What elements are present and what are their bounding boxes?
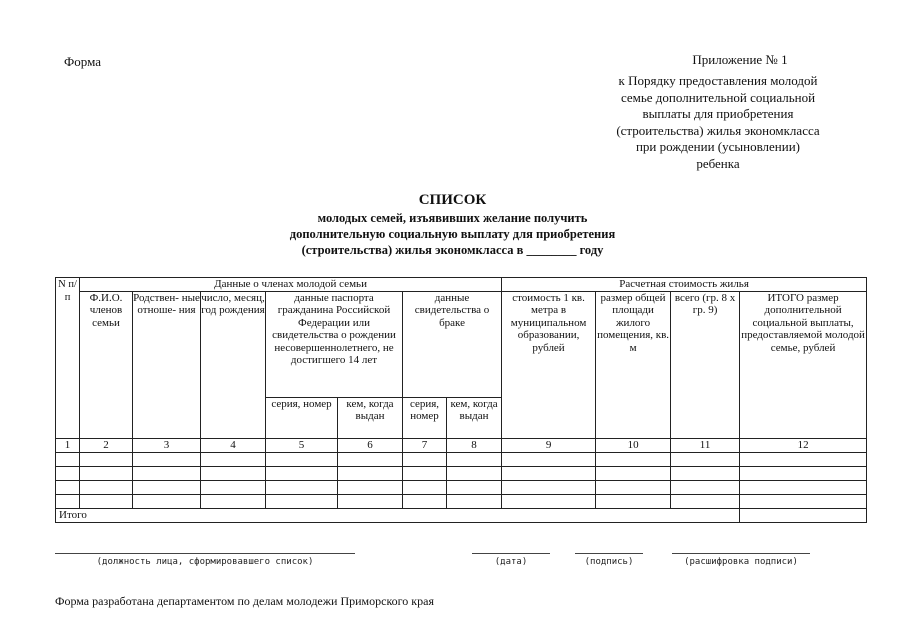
table-cell[interactable] — [80, 452, 133, 466]
date-line — [472, 553, 550, 554]
table-cell[interactable] — [596, 466, 671, 480]
table-cell[interactable] — [133, 480, 201, 494]
table-cell[interactable] — [671, 466, 740, 480]
table-cell[interactable] — [201, 494, 266, 508]
appendix-title: Приложение № 1 — [692, 52, 788, 67]
table-cell[interactable] — [80, 494, 133, 508]
family-list-table — [55, 277, 867, 523]
appendix-line: при рождении (усыновлении) — [635, 139, 801, 154]
table-cell[interactable] — [502, 480, 596, 494]
appendix-line: семье дополнительной социальной — [620, 89, 816, 105]
header-total: всего (гр. 8 х гр. 9) — [671, 291, 740, 438]
table-cell[interactable] — [740, 452, 867, 466]
column-number: 8 — [447, 438, 502, 452]
table-cell[interactable] — [56, 494, 80, 508]
heading-line: молодых семей, изъявивших желание получить — [317, 211, 588, 225]
table-cell[interactable] — [671, 494, 740, 508]
header-relation: Родствен- ные отноше- ния — [133, 291, 201, 438]
table-cell[interactable] — [80, 480, 133, 494]
table-cell[interactable] — [596, 452, 671, 466]
table-cell[interactable] — [403, 480, 447, 494]
table-cell[interactable] — [201, 452, 266, 466]
table-cell[interactable] — [133, 466, 201, 480]
table-cell[interactable] — [671, 452, 740, 466]
list-heading — [200, 190, 705, 258]
table-cell[interactable] — [266, 480, 338, 494]
table-cell[interactable] — [403, 466, 447, 480]
table-cell[interactable] — [502, 452, 596, 466]
column-number: 9 — [502, 438, 596, 452]
table-row — [56, 452, 867, 466]
table-cell[interactable] — [133, 452, 201, 466]
table-cell[interactable] — [56, 452, 80, 466]
header-passport-series: серия, номер — [266, 397, 338, 438]
table-cell[interactable] — [403, 452, 447, 466]
header-num: N п/п — [56, 278, 80, 439]
table-cell[interactable] — [502, 466, 596, 480]
column-number: 4 — [201, 438, 266, 452]
table-cell[interactable] — [80, 466, 133, 480]
table-row — [56, 466, 867, 480]
header-group-cost: Расчетная стоимость жилья — [502, 278, 867, 292]
table-cell[interactable] — [447, 452, 502, 466]
decoding-line — [672, 553, 810, 554]
column-number: 7 — [403, 438, 447, 452]
header-marriage-issued: кем, когда выдан — [447, 397, 502, 438]
table-row — [56, 480, 867, 494]
appendix-line: к Порядку предоставления молодой — [618, 73, 818, 88]
column-number: 11 — [671, 438, 740, 452]
footer-note: Форма разработана департаментом по делам молодежи Приморского края — [55, 594, 434, 608]
column-number: 1 — [56, 438, 80, 452]
table-cell[interactable] — [338, 494, 403, 508]
table-cell[interactable] — [266, 494, 338, 508]
appendix-line: (строительства) жилья экономкласса — [616, 122, 820, 138]
header-passport-issued: кем, когда выдан — [338, 397, 403, 438]
total-value-cell[interactable] — [740, 508, 867, 522]
decoding-caption: (расшифровка подписи) — [684, 557, 798, 567]
header-area: размер общей площади жилого помещения, кв. м — [596, 291, 671, 438]
table-cell[interactable] — [266, 452, 338, 466]
table-cell[interactable] — [266, 466, 338, 480]
signature-caption: (подпись) — [584, 557, 634, 567]
column-number: 10 — [596, 438, 671, 452]
position-signature-line — [55, 553, 355, 554]
total-row — [56, 508, 867, 522]
table-cell[interactable] — [596, 494, 671, 508]
table-cell[interactable] — [201, 466, 266, 480]
table-cell[interactable] — [740, 494, 867, 508]
column-number: 5 — [266, 438, 338, 452]
table-cell[interactable] — [56, 466, 80, 480]
header-group-family: Данные о членах молодой семьи — [80, 278, 502, 292]
heading-line: дополнительную социальную выплату для приобретения — [289, 227, 616, 241]
table-row — [56, 494, 867, 508]
table-cell[interactable] — [740, 480, 867, 494]
table-cell[interactable] — [447, 480, 502, 494]
table-cell[interactable] — [403, 494, 447, 508]
appendix-body — [588, 73, 848, 172]
appendix-line: ребенка — [696, 155, 740, 171]
header-itogo: ИТОГО размер дополнительной социальной выплаты, предоставляемой молодой семье, рублей — [740, 291, 867, 438]
table-cell[interactable] — [447, 494, 502, 508]
table-cell[interactable] — [671, 480, 740, 494]
column-number-row — [56, 438, 867, 452]
table-cell[interactable] — [56, 480, 80, 494]
table-cell[interactable] — [338, 480, 403, 494]
header-marriage: данные свидетельства о браке — [403, 291, 502, 397]
header-birth-date: число, месяц, год рождения — [201, 291, 266, 438]
list-title: СПИСОК — [418, 192, 487, 208]
header-fio: Ф.И.О. членов семьи — [80, 291, 133, 438]
date-caption: (дата) — [494, 557, 528, 567]
table-cell[interactable] — [338, 466, 403, 480]
position-caption: (должность лица, сформировавшего список) — [96, 557, 314, 567]
header-price-per-sqm: стоимость 1 кв. метра в муниципальном образовании, рублей — [502, 291, 596, 438]
signature-line — [575, 553, 643, 554]
table-cell[interactable] — [338, 452, 403, 466]
column-number: 2 — [80, 438, 133, 452]
table-cell[interactable] — [740, 466, 867, 480]
family-list-table-container — [55, 277, 866, 521]
header-marriage-series: серия, номер — [403, 397, 447, 438]
form-label: Форма — [64, 54, 101, 69]
column-number: 3 — [133, 438, 201, 452]
table-cell[interactable] — [201, 480, 266, 494]
total-label: Итого — [56, 508, 740, 522]
table-cell[interactable] — [447, 466, 502, 480]
table-cell[interactable] — [596, 480, 671, 494]
column-number: 6 — [338, 438, 403, 452]
table-cell[interactable] — [502, 494, 596, 508]
appendix-line: выплаты для приобретения — [642, 106, 794, 121]
table-cell[interactable] — [133, 494, 201, 508]
column-number: 12 — [740, 438, 867, 452]
heading-line: (строительства) жилья экономкласса в ________ году — [301, 243, 604, 257]
header-passport: данные паспорта гражданина Российской Федерации или свидетельства о рождении несовершеннолетнего, не достигшего 14 лет — [266, 291, 403, 397]
